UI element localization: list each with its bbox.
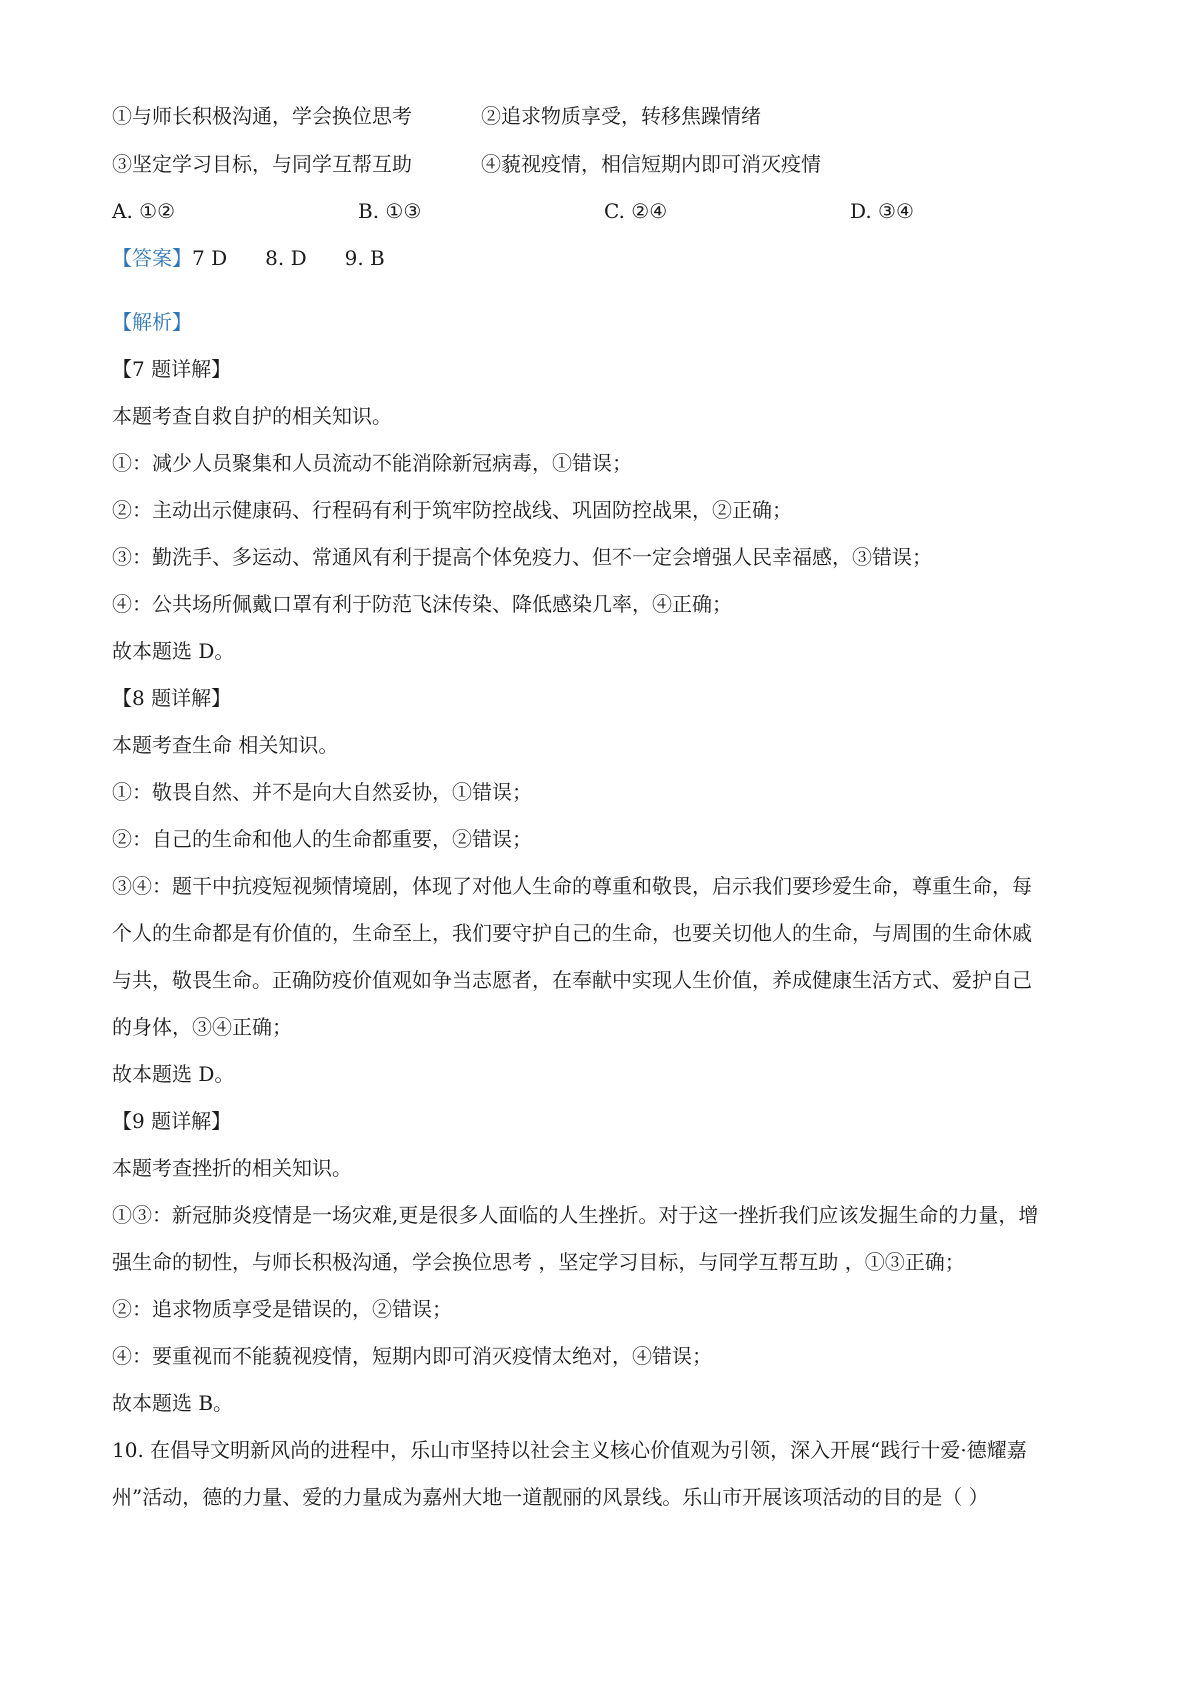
q7-heading: 【7 题详解】 — [112, 357, 232, 381]
option-2: ②追求物质享受，转移焦躁情绪 — [481, 104, 761, 128]
question-10-line-1: 10. 在倡导文明新风尚的进程中，乐山市坚持以社会主义核心价值观为引领，深入开展“践行十爱·德耀嘉 — [112, 1438, 1027, 1462]
q8-para-line-1: ③④：题干中抗疫短视频情境剧，体现了对他人生命的尊重和敬畏，启示我们要珍爱生命，尊重生命，每 — [112, 874, 1032, 898]
q7-conclusion: 故本题选 D。 — [112, 639, 235, 663]
q9-heading: 【9 题详解】 — [112, 1109, 232, 1133]
q8-item-2: ②：自己的生命和他人的生命都重要，②错误； — [112, 827, 532, 851]
q7-item-3: ③：勤洗手、多运动、常通风有利于提高个体免疫力、但不一定会增强人民幸福感，③错误； — [112, 545, 932, 569]
q9-para-line-1: ①③：新冠肺炎疫情是一场灾难,更是很多人面临的人生挫折。对于这一挫折我们应该发掘生命的力量，增 — [112, 1203, 1039, 1227]
option-1: ①与师长积极沟通，学会换位思考 — [112, 104, 412, 128]
choice-d: D. ③④ — [850, 199, 914, 223]
answer-q9: 9. B — [344, 246, 385, 270]
q8-heading: 【8 题详解】 — [112, 686, 232, 710]
answer-q8: 8. D — [265, 246, 307, 270]
choice-c: C. ②④ — [604, 199, 668, 223]
q8-intro: 本题考查生命 相关知识。 — [112, 733, 339, 757]
choice-a: A. ①② — [112, 199, 176, 223]
q8-para-line-3: 与共，敬畏生命。正确防疫价值观如争当志愿者，在奉献中实现人生价值，养成健康生活方式、爱护自己 — [112, 968, 1032, 992]
q9-conclusion: 故本题选 B。 — [112, 1391, 234, 1415]
q8-item-1: ①：敬畏自然、并不是向大自然妥协，①错误； — [112, 780, 532, 804]
q8-para-line-2: 个人的生命都是有价值的，生命至上，我们要守护自己的生命，也要关切他人的生命，与周围的生命休戚 — [112, 921, 1032, 945]
q8-conclusion: 故本题选 D。 — [112, 1062, 235, 1086]
q9-intro: 本题考查挫折的相关知识。 — [112, 1156, 352, 1180]
q9-item-1: ②：追求物质享受是错误的，②错误； — [112, 1297, 452, 1321]
q7-item-2: ②：主动出示健康码、行程码有利于筑牢防控战线、巩固防控战果，②正确； — [112, 498, 792, 522]
question-10-line-2: 州”活动，德的力量、爱的力量成为嘉州大地一道靓丽的风景线。乐山市开展该项活动的目的是（ ） — [112, 1485, 989, 1509]
choice-b: B. ①③ — [358, 199, 422, 223]
answer-line — [112, 244, 385, 272]
q7-intro: 本题考查自救自护的相关知识。 — [112, 404, 392, 428]
q7-item-4: ④：公共场所佩戴口罩有利于防范飞沫传染、降低感染几率，④正确； — [112, 592, 732, 616]
answer-label: 【答案】 — [112, 246, 192, 270]
q7-item-1: ①：减少人员聚集和人员流动不能消除新冠病毒，①错误； — [112, 451, 632, 475]
q9-item-2: ④：要重视而不能藐视疫情，短期内即可消灭疫情太绝对，④错误； — [112, 1344, 712, 1368]
q9-para-line-2: 强生命的韧性，与师长积极沟通，学会换位思考 ，坚定学习目标，与同学互帮互助 ，①③正确； — [112, 1250, 965, 1274]
q8-para-line-4: 的身体，③④正确； — [112, 1015, 292, 1039]
option-3: ③坚定学习目标，与同学互帮互助 — [112, 152, 412, 176]
answer-q7: 7 D — [192, 246, 228, 270]
analysis-label: 【解析】 — [112, 310, 192, 334]
option-4: ④藐视疫情，相信短期内即可消灭疫情 — [481, 152, 821, 176]
